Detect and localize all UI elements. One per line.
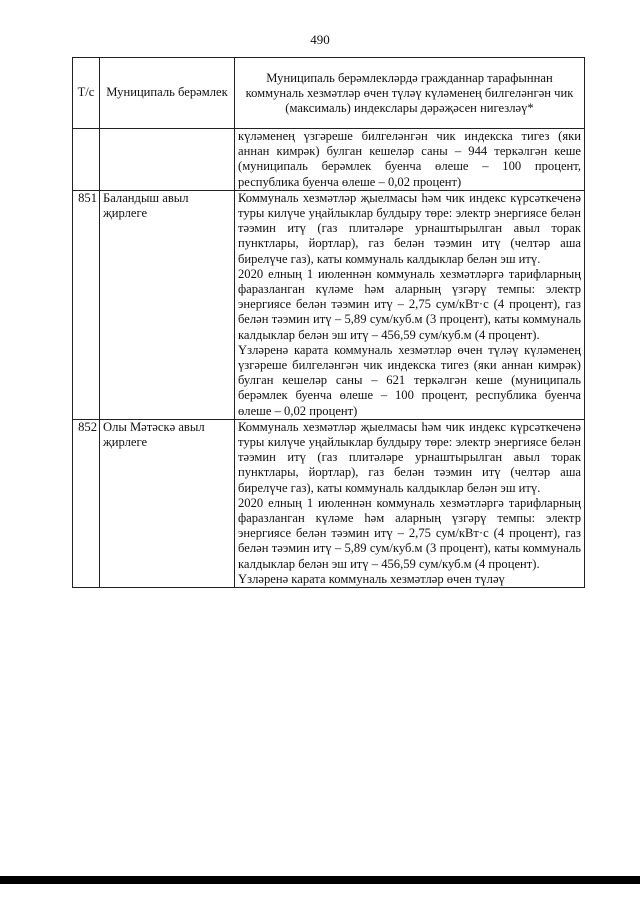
row-paragraph: 2020 елның 1 июленнән коммуналь хезмәтләргә тарифларның фаразланган күләме һәм аларның үзгәрү темпы: электр энергиясе белән тәэмин итү – 2,75 сум/кВт·с (4 процент), газ белән тәэмин итү – 5,89 сум/куб.м (3 процент), каты коммуналь калдыклар белән эш итү – 456,59 сум/куб.м (4 процент). xyxy=(238,495,581,571)
tariff-index-table xyxy=(72,57,585,588)
row-paragraph: 2020 елның 1 июленнән коммуналь хезмәтләргә тарифларның фаразланган күләме һәм аларның үзгәрү темпы: электр энергиясе белән тәэмин итү – 2,75 сум/кВт·с (4 процент), газ белән тәэмин итү – 5,89 сум/куб.м (3 процент), каты коммуналь калдыклар белән эш итү – 456,59 сум/куб.м (4 процент). xyxy=(238,266,581,342)
row-number: 851 xyxy=(73,190,100,419)
row-paragraph: Үзләренә карата коммуналь хезмәтләр өчен түләү күләменең үзгәреше билгеләнгән чик индекска тигез (яки аннан кимрәк) булган кешеләр саны – 621 теркәлгән кеше (муниципаль берәмлек буенча өлеше – 100 процент, республика буенча өлеше – 0,02 процент) xyxy=(238,342,581,418)
row-municipality-name: Олы Мәтәскә авыл җирлеге xyxy=(100,419,235,587)
row-number: 852 xyxy=(73,419,100,587)
table-row xyxy=(73,419,585,587)
header-municipality: Муниципаль берәмлек xyxy=(100,58,235,129)
row-description xyxy=(235,190,585,419)
page-number: 490 xyxy=(310,32,330,47)
table-header-row xyxy=(73,58,585,129)
row-municipality-name: Баландыш авыл җирлеге xyxy=(100,190,235,419)
row-description xyxy=(235,419,585,587)
row-paragraph: күләменең үзгәреше билгеләнгән чик индекска тигез (яки аннан кимрәк) булган кешеләр саны – 944 теркәлгән кеше (муниципаль берәмлек буенча өлеше – 100 процент, республика буенча өлеше – 0,02 процент) xyxy=(238,129,581,189)
row-paragraph: Коммуналь хезмәтләр җыелмасы һәм чик индекс күрсәткеченә туры килүче уңайлыклар булдыру төре: электр энергиясе белән тәэмин итү (газ плитәләре урнаштырылган авыл торак пунктлары, йортлар), газ белән тәэмин итү (челтәр аша бирелүче газ), каты коммуналь калдыклар белән эш итү. xyxy=(238,419,581,495)
header-index-justification: Муниципаль берәмлекләрдә гражданнар тарафыннан коммуналь хезмәтләр өчен түләү күләменең билгеләнгән чик (максималь) индекслары дәрәҗәсен нигезләү* xyxy=(235,58,585,129)
table-row xyxy=(73,129,585,191)
scan-bottom-bar xyxy=(0,876,640,884)
header-number: Т/с xyxy=(73,58,100,129)
row-description xyxy=(235,129,585,191)
row-municipality-name xyxy=(100,129,235,191)
table-row xyxy=(73,190,585,419)
row-paragraph: Үзләренә карата коммуналь хезмәтләр өчен түләү xyxy=(238,571,505,586)
row-paragraph: Коммуналь хезмәтләр җыелмасы һәм чик индекс күрсәткеченә туры килүче уңайлыклар булдыру төре: электр энергиясе белән тәэмин итү (газ плитәләре урнаштырылган авыл торак пунктлары, йортлар), газ белән тәэмин итү (челтәр аша бирелүче газ), каты коммуналь калдыклар белән эш итү. xyxy=(238,190,581,266)
row-number xyxy=(73,129,100,191)
